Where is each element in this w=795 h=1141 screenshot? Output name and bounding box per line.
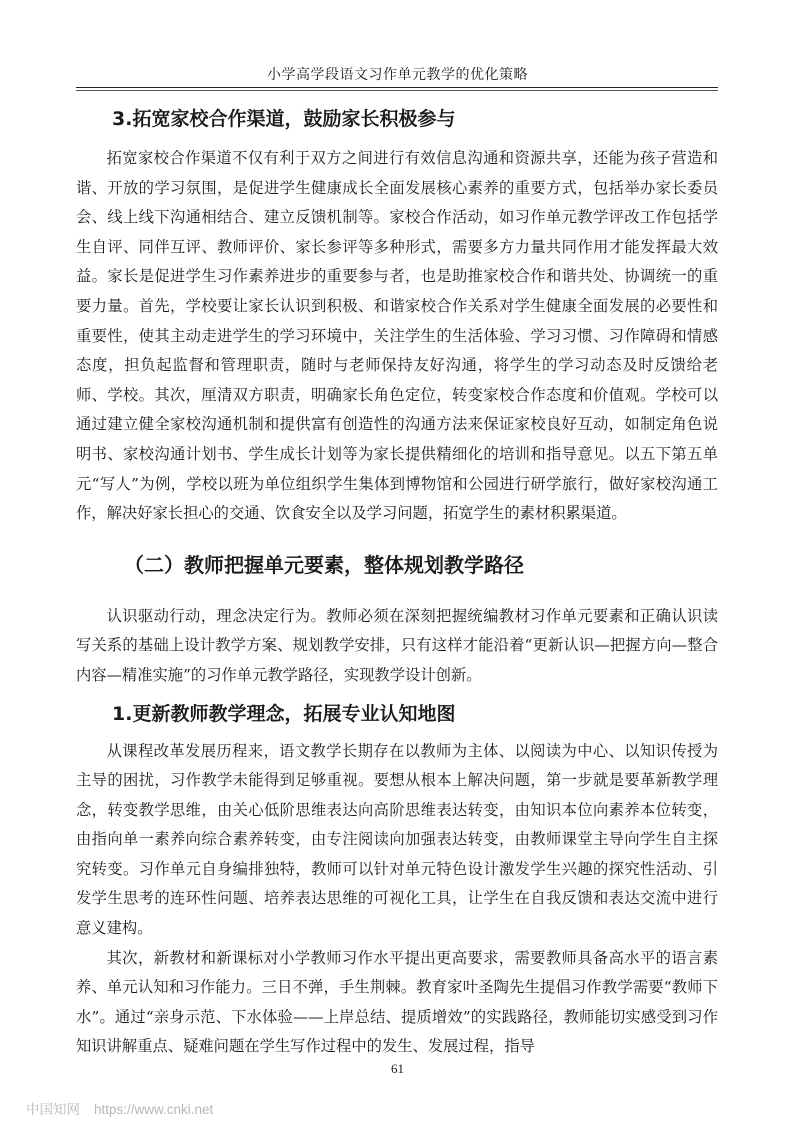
watermark-brand: 中国知网 xyxy=(26,1102,80,1118)
page-number: 61 xyxy=(391,1061,404,1076)
header-rule-thin xyxy=(76,90,718,91)
watermark-url: https://www.cnki.net xyxy=(94,1102,214,1117)
paragraph-teacher-writing-ability: 其次，新教材和新课标对小学教师习作水平提出更高要求，需要教师具备高水平的语言素养、单元认知和习作能力。三日不弹，手生荆棘。教育家叶圣陶先生提倡习作教学需要“教师下水”。通过“亲身示范、下水体验——上岸总结、提质增效”的实践路径，教师能切实感受到习作知识讲解重点、疑难问题在学生写作过程中的发生、发展过程，指导 xyxy=(76,948,718,1056)
subheading-update-teaching-concept: 1.更新教师教学理念，拓展专业认知地图 xyxy=(112,702,456,725)
running-header: 小学高学段语文习作单元教学的优化策略 xyxy=(267,67,528,83)
paragraph-cognition-drives-action: 认识驱动行动，理念决定行为。教师必须在深刻把握统编教材习作单元要素和正确认识读写关系的基础上设计教学方案、规划教学安排，只有这样才能沿着“更新认识—把握方向—整合内容—精准实施”的习作单元教学路径，实现教学设计创新。 xyxy=(76,606,718,684)
article-body xyxy=(76,104,718,1062)
paragraph-curriculum-reform: 从课程改革发展历程来，语文教学长期存在以教师为主体、以阅读为中心、以知识传授为主导的困扰，习作教学未能得到足够重视。要想从根本上解决问题，第一步就是要革新教学理念，转变教学思维，由关心低阶思维表达向高阶思维表达转变，由知识本位向素养本位转变，由指向单一素养向综合素养转变，由专注阅读向加强表达转变，由教师课堂主导向学生自主探究转变。习作单元自身编排独特，教师可以针对单元特色设计激发学生兴趣的探究性活动、引发学生思考的连环性问题、培养表达思维的可视化工具，让学生在自我反馈和表达交流中进行意义建构。 xyxy=(76,741,718,938)
cnki-watermark xyxy=(26,1098,213,1118)
subheading-home-school-cooperation: 3.拓宽家校合作渠道，鼓励家长积极参与 xyxy=(112,108,456,130)
section-heading-teacher-unit-elements: （二）教师把握单元要素，整体规划教学路径 xyxy=(124,552,524,577)
header-rule xyxy=(76,87,718,88)
paragraph-home-school: 拓宽家校合作渠道不仅有利于双方之间进行有效信息沟通和资源共享，还能为孩子营造和谐、开放的学习氛围，是促进学生健康成长全面发展核心素养的重要方式，包括举办家长委员会、线上线下沟通相结合、建立反馈机制等。家校合作活动，如习作单元教学评改工作包括学生自评、同伴互评、教师评价、家长参评等多种形式，需要多方力量共同作用才能发挥最大效益。家长是促进学生习作素养进步的重要参与者，也是助推家校合作和谐共处、协调统一的重要力量。首先，学校要让家长认识到积极、和谐家校合作关系对学生健康全面发展的必要性和重要性，使其主动走进学生的学习环境中，关注学生的生活体验、学习习惯、习作障碍和情感态度，担负起监督和管理职责，随时与老师保持友好沟通，将学生的学习动态及时反馈给老师、学校。其次，厘清双方职责，明确家长角色定位，转变家校合作态度和价值观。学校可以通过建立健全家校沟通机制和提供富有创造性的沟通方法来保证家校良好互动，如制定角色说明书、家校沟通计划书、学生成长计划等为家长提供精细化的培训和指导意见。以五下第五单元“写人”为例，学校以班为单位组织学生集体到博物馆和公园进行研学旅行，做好家校沟通工作，解决好家长担心的交通、饮食安全以及学习问题，拓宽学生的素材积累渠道。 xyxy=(76,149,718,523)
